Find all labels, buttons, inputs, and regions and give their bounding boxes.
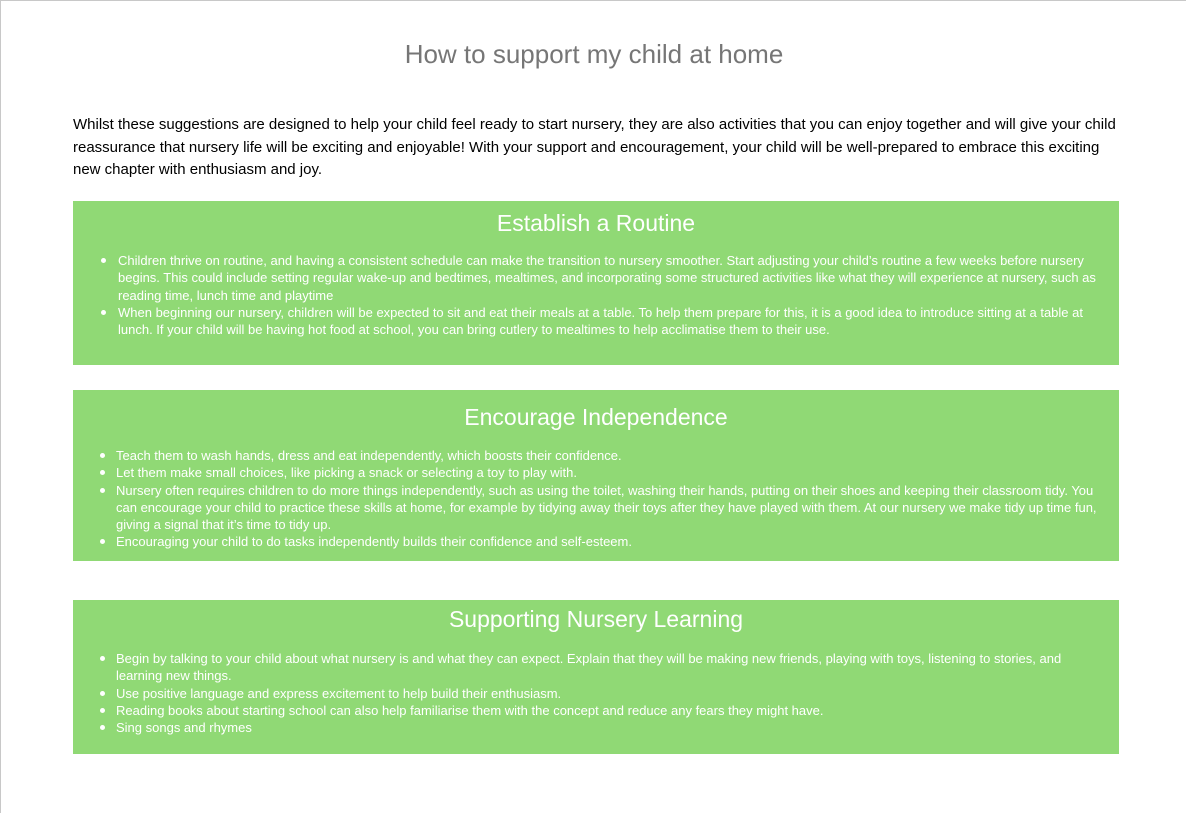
bullet-icon [101,310,106,315]
list-item-text: Begin by talking to your child about what nursery is and what they can expect. Explain that they will be making new friends, playing with toys, listening to stories, and learning new things. [116,651,1062,684]
list-item [73,304,1119,339]
section-establish-routine [73,201,1119,365]
list-item [73,252,1119,304]
bullet-icon [100,539,105,544]
bullet-icon [100,691,105,696]
intro-paragraph: Whilst these suggestions are designed to help your child feel ready to start nursery, they are also activities that you can enjoy together and will give your child reassurance that nursery life will be exciting and enjoyable! With your support and encouragement, your child will be well-prepared to embrace this exciting new chapter with enthusiasm and joy. [73,116,1116,178]
list-item-text: Reading books about starting school can also help familiarise them with the concept and reduce any fears they might have. [116,702,824,718]
page-title: How to support my child at home [404,39,784,69]
list-item [73,702,1119,719]
list-item-text: Nursery often requires children to do more things independently, such as using the toilet, washing their hands, putting on their shoes and keeping their classroom tidy. You can encourage your child to practice these skills at home, for example by tidying away their toys after they have played with them. At our nursery we make tidy up time fun, giving a signal that it’s time to tidy up. [116,482,1097,533]
list-item [73,447,1119,464]
bullet-icon [100,725,105,730]
list-item-text: When beginning our nursery, children will be expected to sit and eat their meals at a table. To help them prepare for this, it is a good idea to introduce sitting at a table at lunch. If your child will be having hot food at school, you can bring cutlery to mealtimes to help acclimatise them to their use. [118,304,1083,338]
bullet-icon [100,708,105,713]
list-item [73,482,1119,534]
list-item [73,719,1119,736]
bullet-list [73,252,1119,338]
bullet-icon [100,488,105,493]
bullet-icon [100,470,105,475]
section-encourage-independence [73,390,1119,561]
bullet-icon [100,656,105,661]
list-item [73,685,1119,702]
list-item-text: Teach them to wash hands, dress and eat independently, which boosts their confidence. [116,448,622,463]
section-heading: Encourage Independence [464,404,728,430]
list-item [73,650,1119,685]
list-item [73,533,1119,550]
bullet-icon [101,258,106,263]
list-item-text: Use positive language and express excitement to help build their enthusiasm. [116,685,562,701]
section-heading: Supporting Nursery Learning [448,606,744,632]
list-item-text: Encouraging your child to do tasks independently builds their confidence and self-esteem. [116,534,632,550]
bullet-list [73,650,1119,736]
list-item-text: Sing songs and rhymes [116,720,252,736]
bullet-list [73,447,1119,551]
section-heading: Establish a Routine [496,210,696,236]
list-item-text: Children thrive on routine, and having a consistent schedule can make the transition to nursery smoother. Start adjusting your child’s routine a few weeks before nursery begins. This could include setting regular wake-up and bedtimes, mealtimes, and incorporating some structured activities like what they will experience at nursery, such as reading time, lunch time and playtime [118,253,1096,303]
bullet-icon [100,453,105,458]
section-supporting-nursery-learning [73,600,1119,754]
list-item-text: Let them make small choices, like picking a snack or selecting a toy to play with. [116,465,577,481]
list-item [73,464,1119,481]
